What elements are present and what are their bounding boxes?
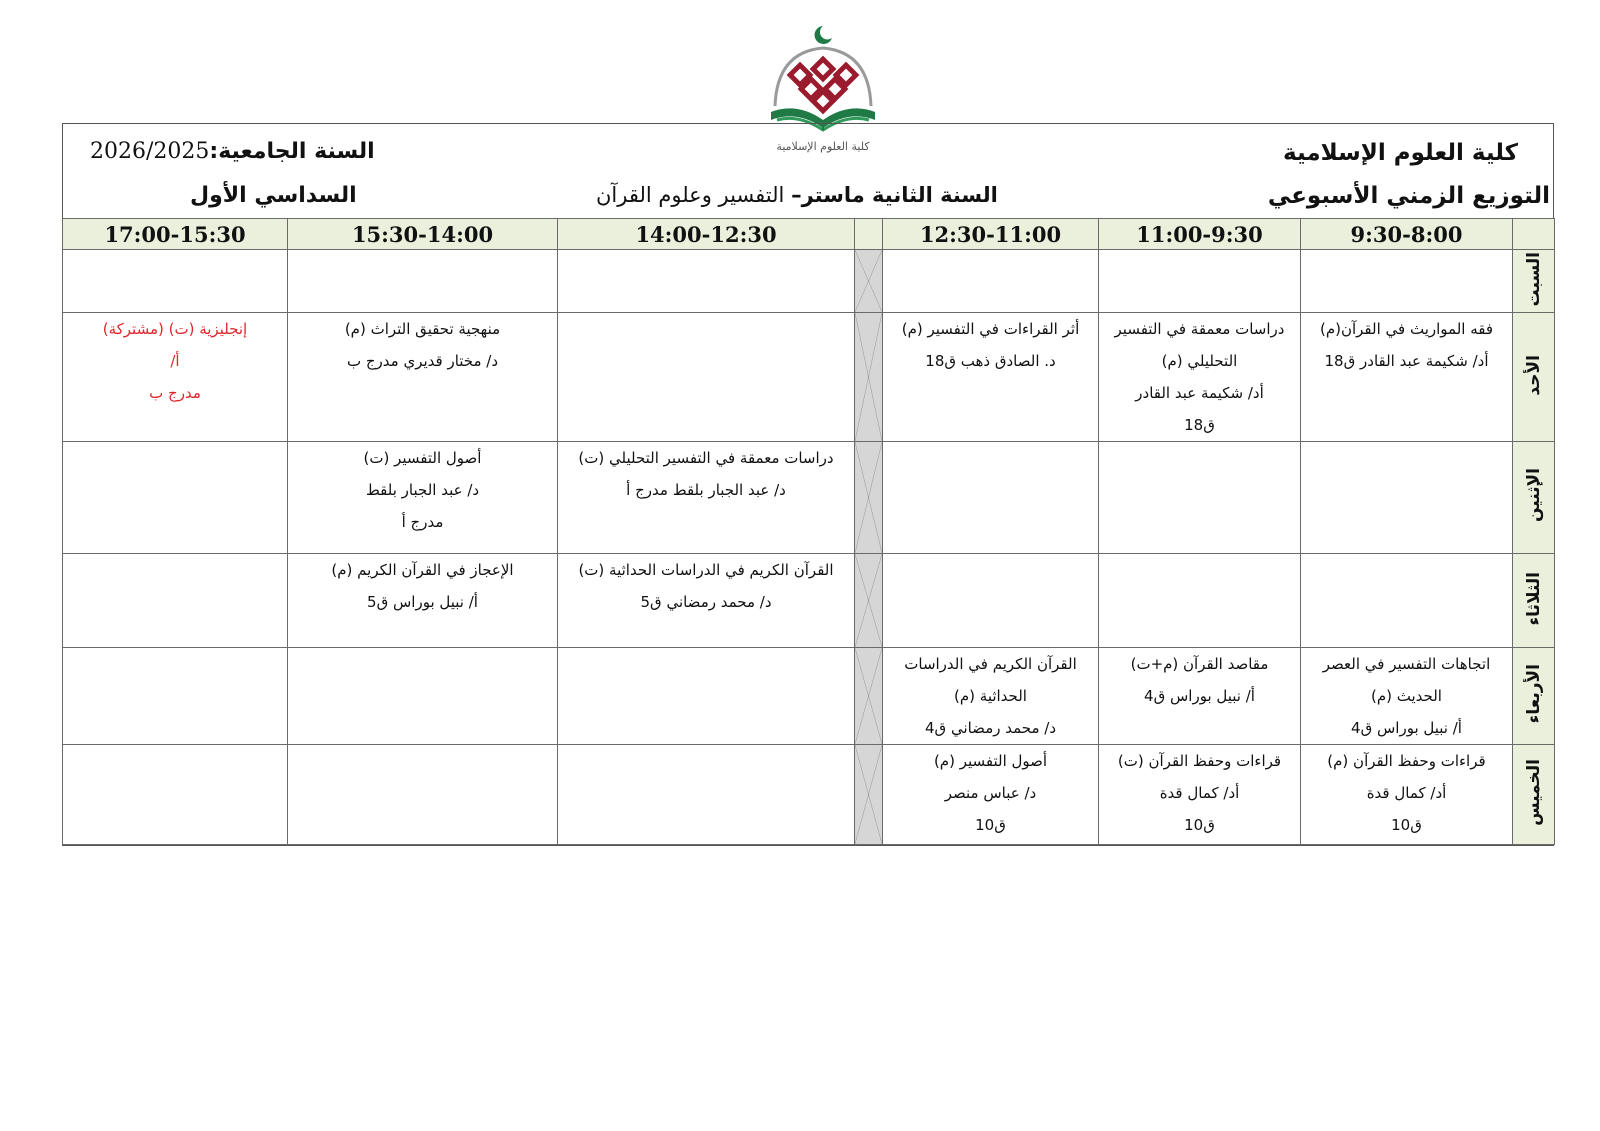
time-slot-header: 14:00-12:30 bbox=[558, 219, 855, 250]
schedule-cell bbox=[558, 313, 855, 442]
course-detail: الحداثية (م) bbox=[954, 687, 1027, 705]
break-column-header bbox=[855, 219, 883, 250]
time-slot-header: 17:00-15:30 bbox=[63, 219, 288, 250]
day-name: الإثنين bbox=[1523, 468, 1544, 523]
course-title: دراسات معمقة في التفسير التحليلي (ت) bbox=[578, 449, 834, 467]
course-detail: ق18 bbox=[1184, 416, 1215, 434]
course-detail: ق10 bbox=[975, 816, 1006, 834]
schedule-cell bbox=[558, 554, 855, 648]
schedule-cell bbox=[883, 442, 1099, 554]
schedule-cell bbox=[288, 313, 558, 442]
course-detail: د. الصادق ذهب ق18 bbox=[925, 352, 1056, 370]
break-cell bbox=[855, 745, 883, 845]
course-detail: الحديث (م) bbox=[1371, 687, 1442, 705]
day-name: السبت bbox=[1523, 251, 1544, 307]
day-name: الأحد bbox=[1523, 354, 1544, 396]
course-detail: د/ عبد الجبار بلقط bbox=[365, 481, 480, 499]
schedule-cell bbox=[1099, 250, 1301, 313]
course-detail: أد/ كمال قدة bbox=[1366, 784, 1447, 802]
schedule-cell bbox=[1099, 442, 1301, 554]
time-slot-header: 15:30-14:00 bbox=[288, 219, 558, 250]
program-specialty: التفسير وعلوم القرآن bbox=[596, 183, 792, 207]
course-title: منهجية تحقيق التراث (م) bbox=[344, 320, 501, 338]
semester-label: السداسي الأول bbox=[190, 183, 357, 208]
schedule-cell bbox=[883, 250, 1099, 313]
course-detail: أد/ شكيمة عبد القادر bbox=[1135, 384, 1264, 402]
course-detail: أد/ شكيمة عبد القادر ق18 bbox=[1324, 352, 1489, 370]
academic-year-value: 2026/2025 bbox=[90, 139, 210, 164]
day-row bbox=[63, 250, 1555, 313]
day-name-cell bbox=[1513, 313, 1555, 442]
day-name-cell bbox=[1513, 250, 1555, 313]
course-title: قراءات وحفظ القرآن (ت) bbox=[1117, 752, 1282, 770]
day-name: الأربعاء bbox=[1523, 664, 1544, 724]
day-name: الثلاثاء bbox=[1523, 571, 1544, 626]
course-title: قراءات وحفظ القرآن (م) bbox=[1327, 752, 1486, 770]
course-detail: أ/ نبيل بوراس ق5 bbox=[367, 593, 478, 611]
course-detail: د/ عبد الجبار بلقط مدرج أ bbox=[626, 481, 786, 499]
day-row bbox=[63, 313, 1555, 442]
schedule-cell bbox=[558, 648, 855, 745]
schedule-cell bbox=[63, 250, 288, 313]
course-detail: مدرج ب bbox=[149, 384, 201, 402]
schedule-cell bbox=[288, 648, 558, 745]
day-row bbox=[63, 442, 1555, 554]
course-detail: د/ عباس منصر bbox=[944, 784, 1037, 802]
break-cell bbox=[855, 250, 883, 313]
schedule-cell bbox=[1301, 250, 1513, 313]
course-detail: ق10 bbox=[1184, 816, 1215, 834]
schedule-cell bbox=[558, 250, 855, 313]
distribution-title: التوزيع الزمني الأسبوعي bbox=[1267, 183, 1550, 209]
break-cell bbox=[855, 442, 883, 554]
break-cell bbox=[855, 313, 883, 442]
schedule-cell bbox=[288, 745, 558, 845]
timetable bbox=[62, 218, 1555, 845]
course-title: مقاصد القرآن (م+ت) bbox=[1130, 655, 1269, 673]
course-title: الإعجاز في القرآن الكريم (م) bbox=[331, 561, 514, 579]
schedule-cell bbox=[1301, 648, 1513, 745]
logo-wordmark: كلية العلوم الإسلامية bbox=[776, 140, 870, 153]
day-name-cell bbox=[1513, 554, 1555, 648]
course-detail: أد/ كمال قدة bbox=[1159, 784, 1240, 802]
course-title: القرآن الكريم في الدراسات bbox=[904, 655, 1077, 673]
schedule-cell bbox=[1099, 648, 1301, 745]
course-title: اتجاهات التفسير في العصر bbox=[1322, 655, 1491, 673]
schedule-cell bbox=[1099, 745, 1301, 845]
course-title: أصول التفسير (م) bbox=[933, 752, 1048, 770]
schedule-cell bbox=[288, 442, 558, 554]
course-detail: د/ محمد رمضاني ق5 bbox=[640, 593, 772, 611]
schedule-cell bbox=[1301, 554, 1513, 648]
schedule-cell bbox=[883, 648, 1099, 745]
schedule-cell bbox=[883, 745, 1099, 845]
time-header-row bbox=[63, 219, 1555, 250]
course-detail: أ/ نبيل بوراس ق4 bbox=[1144, 687, 1255, 705]
schedule-cell bbox=[883, 313, 1099, 442]
course-title: أثر القراءات في التفسير (م) bbox=[901, 320, 1080, 338]
day-column-header bbox=[1513, 219, 1555, 250]
schedule-cell bbox=[63, 648, 288, 745]
schedule-cell bbox=[1099, 554, 1301, 648]
schedule-cell bbox=[63, 745, 288, 845]
day-row bbox=[63, 648, 1555, 745]
schedule-cell bbox=[63, 442, 288, 554]
course-detail: مدرج أ bbox=[401, 513, 444, 531]
break-cell bbox=[855, 648, 883, 745]
course-title: دراسات معمقة في التفسير bbox=[1114, 320, 1285, 338]
academic-year bbox=[90, 139, 375, 164]
day-row bbox=[63, 745, 1555, 845]
break-cell bbox=[855, 554, 883, 648]
time-slot-header: 9:30-8:00 bbox=[1301, 219, 1513, 250]
schedule-cell bbox=[288, 554, 558, 648]
program-level bbox=[596, 183, 998, 207]
time-slot-header: 12:30-11:00 bbox=[883, 219, 1099, 250]
day-name-cell bbox=[1513, 745, 1555, 845]
course-detail: د/ محمد رمضاني ق4 bbox=[924, 719, 1057, 737]
day-name-cell bbox=[1513, 648, 1555, 745]
schedule-cell bbox=[558, 745, 855, 845]
program-level-label: السنة الثانية ماستر– bbox=[791, 183, 998, 207]
day-row bbox=[63, 554, 1555, 648]
course-detail: ق10 bbox=[1391, 816, 1422, 834]
schedule-cell bbox=[1301, 745, 1513, 845]
schedule-cell bbox=[883, 554, 1099, 648]
schedule-cell bbox=[1099, 313, 1301, 442]
course-detail: أ/ bbox=[170, 352, 180, 370]
course-title: القرآن الكريم في الدراسات الحداثية (ت) bbox=[578, 561, 834, 579]
time-slot-header: 11:00-9:30 bbox=[1099, 219, 1301, 250]
course-detail: أ/ نبيل بوراس ق4 bbox=[1351, 719, 1462, 737]
academic-year-label: السنة الجامعية: bbox=[209, 139, 375, 164]
course-title: فقه المواريث في القرآن(م) bbox=[1319, 320, 1494, 338]
schedule-cell bbox=[288, 250, 558, 313]
college-name: كلية العلوم الإسلامية bbox=[1283, 140, 1518, 166]
course-detail: د/ مختار قديري مدرج ب bbox=[346, 352, 499, 370]
day-name: الخميس bbox=[1523, 759, 1544, 826]
schedule-cell bbox=[1301, 442, 1513, 554]
course-title: أصول التفسير (ت) bbox=[363, 449, 482, 467]
schedule-cell bbox=[63, 554, 288, 648]
schedule-cell bbox=[63, 313, 288, 442]
course-detail: التحليلي (م) bbox=[1161, 352, 1238, 370]
schedule-cell bbox=[1301, 313, 1513, 442]
schedule-cell bbox=[558, 442, 855, 554]
day-name-cell bbox=[1513, 442, 1555, 554]
course-title: إنجليزية (ت) (مشتركة) bbox=[102, 320, 248, 338]
